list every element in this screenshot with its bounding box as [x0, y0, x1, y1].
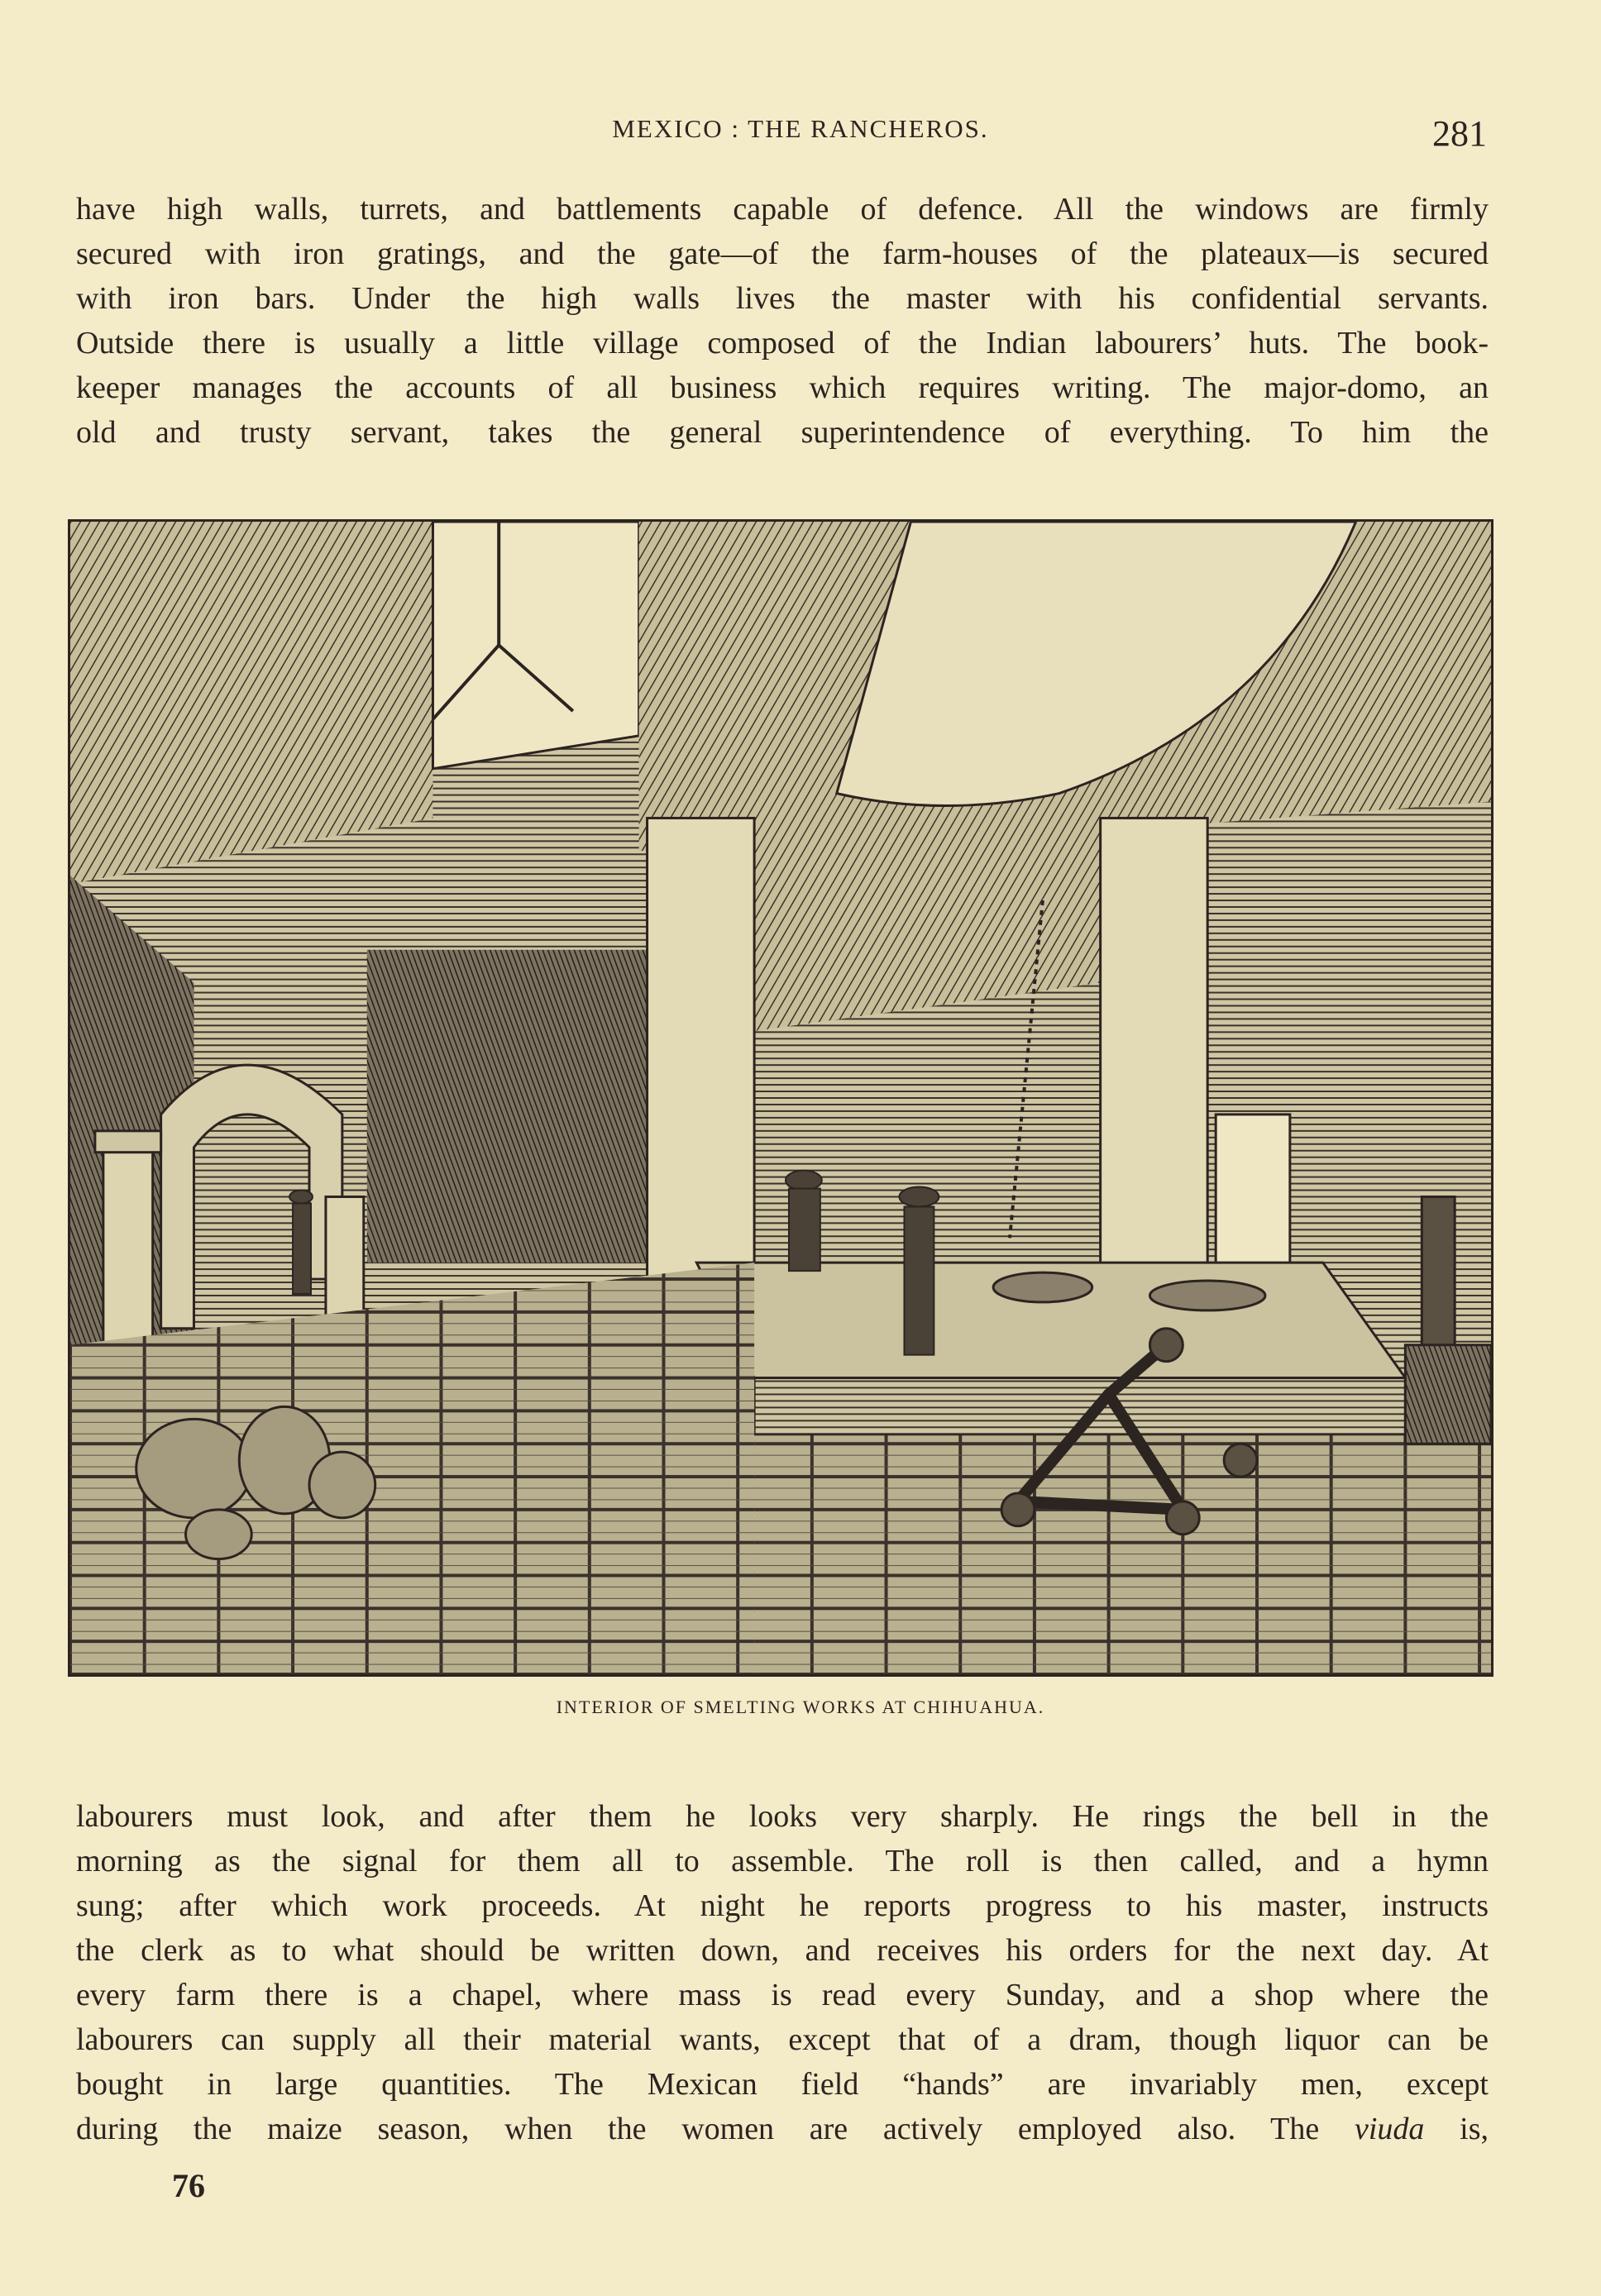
text-line: bought in large quantities. The Mexican field “hands” are invariably men, except	[76, 2067, 1489, 2102]
text-segment: is,	[1424, 2112, 1489, 2146]
text-line: sung; after which work proceeds. At night he reports progress to his master, instructs	[76, 1888, 1489, 1923]
text-line: secured with iron gratings, and the gate—of the farm-houses of the plateaux—is secured	[76, 236, 1489, 271]
smelting-works-engraving	[70, 522, 1491, 1674]
text-line: labourers can supply all their material wants, except that of a dram, though liquor can be	[76, 2022, 1489, 2057]
page-number: 281	[1432, 113, 1487, 154]
text-line-last	[76, 2107, 1489, 2151]
text-line: have high walls, turrets, and battlements capable of defence. All the windows are firmly	[76, 192, 1489, 227]
text-line: old and trusty servant, takes the general superintendence of everything. To him the	[76, 415, 1489, 450]
figure-caption: INTERIOR OF SMELTING WORKS AT CHIHUAHUA.	[556, 1697, 1045, 1717]
signature-mark: 76	[172, 2167, 205, 2204]
text-line: the clerk as to what should be written down, and receives his orders for the next day. At	[76, 1933, 1489, 1968]
engraving-illustration	[68, 519, 1493, 1677]
text-line: labourers must look, and after them he looks very sharply. He rings the bell in the	[76, 1799, 1489, 1834]
text-line: every farm there is a chapel, where mass is read every Sunday, and a shop where the	[76, 1978, 1489, 2012]
text-segment: during the maize season, when the women are actively employed also. The	[76, 2112, 1355, 2146]
paragraph-bottom	[76, 1794, 1489, 2151]
text-line: Outside there is usually a little village composed of the Indian labourers’ huts. The book-	[76, 326, 1489, 360]
text-line: keeper manages the accounts of all business which requires writing. The major-domo, an	[76, 370, 1489, 405]
running-head: MEXICO : THE RANCHEROS.	[612, 114, 989, 143]
italic-word: viuda	[1354, 2112, 1425, 2146]
text-line: with iron bars. Under the high walls lives the master with his confidential servants.	[76, 281, 1489, 316]
paragraph-top	[76, 187, 1489, 455]
text-line: morning as the signal for them all to assemble. The roll is then called, and a hymn	[76, 1844, 1489, 1878]
